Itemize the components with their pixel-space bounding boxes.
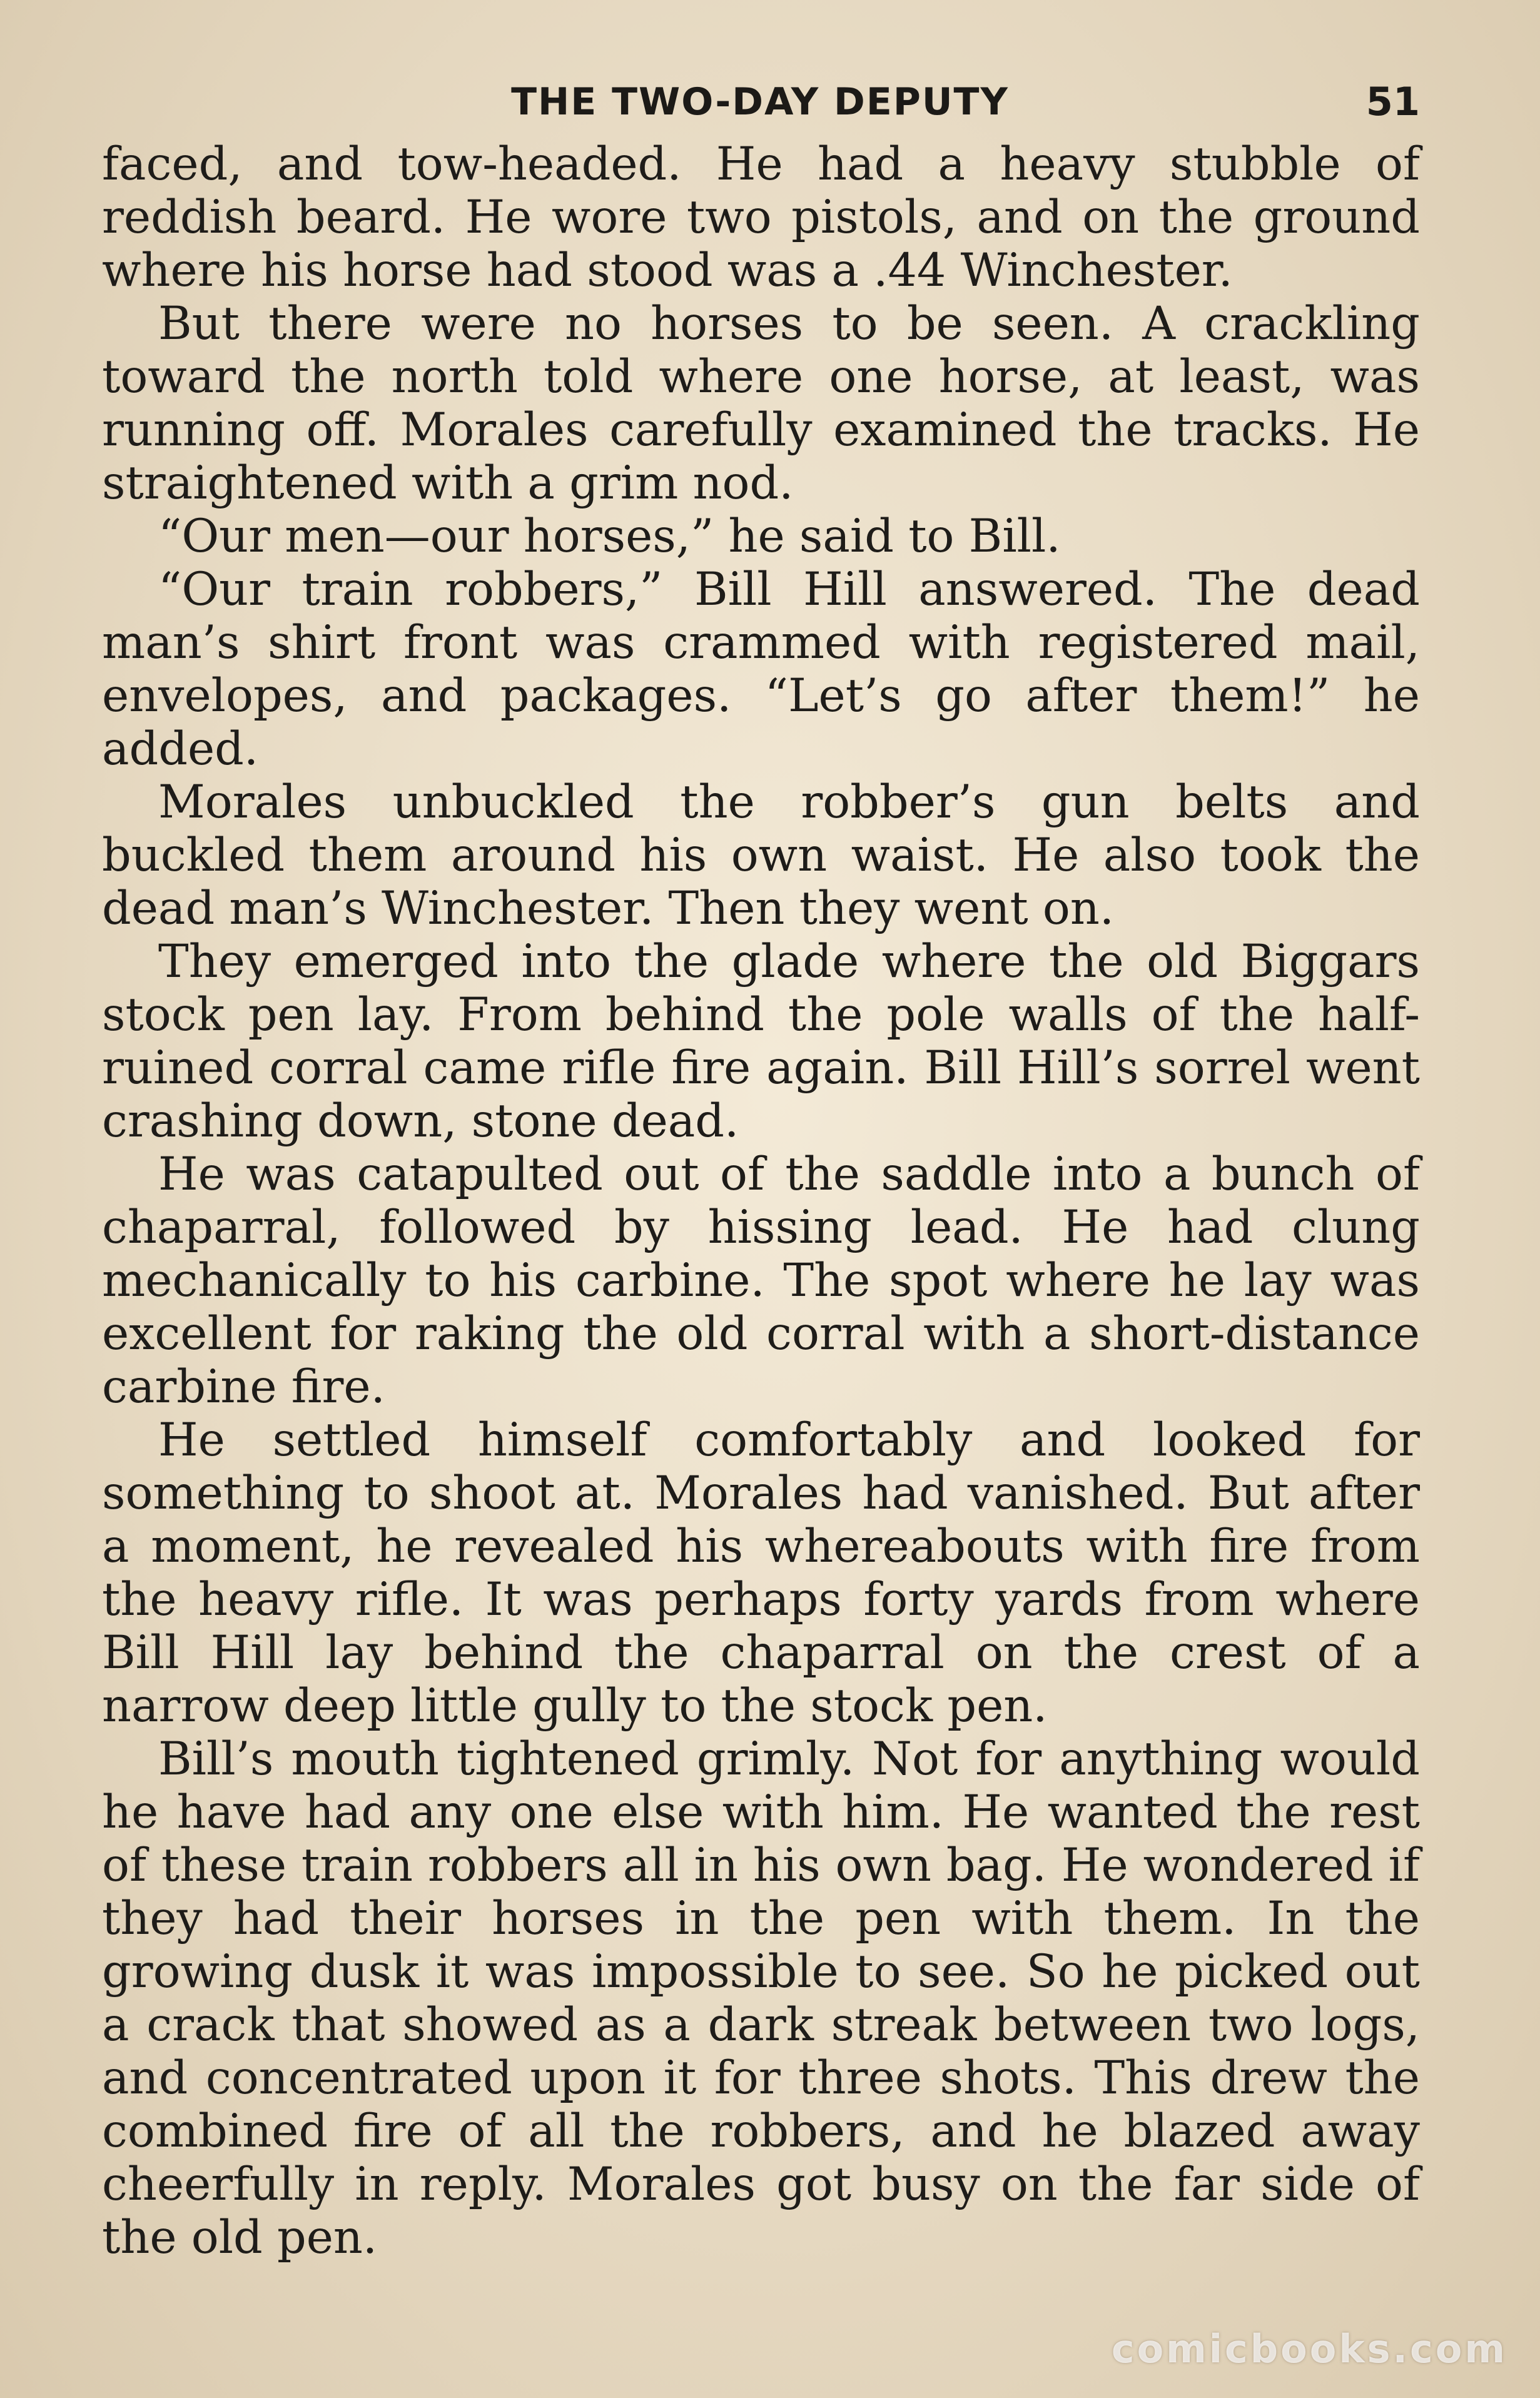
paragraph: He settled himself comfortably and looked for something to shoot at. Morales had vanished. But after a moment, he revealed his whereabouts with fire from the heavy rifle. It was perhaps forty yards from where Bill Hill lay behind the chaparral on the crest of a narrow deep little gully to the stock pen. bbox=[102, 1414, 1420, 1733]
paragraph: faced, and tow-headed. He had a heavy stubble of reddish beard. He wore two pistols, and on the ground where his horse had stood was a .44 Winchester. bbox=[102, 138, 1420, 297]
running-head bbox=[100, 74, 1420, 130]
paragraph: Morales unbuckled the robber’s gun belts and buckled them around his own waist. He also took the dead man’s Winchester. Then they went on. bbox=[102, 776, 1420, 935]
paragraph: He was catapulted out of the saddle into a bunch of chaparral, followed by hissing lead. He had clung mechanically to his carbine. The spot where he lay was excellent for raking the old corral with a short-distance carbine fire. bbox=[102, 1148, 1420, 1414]
running-title: THE TWO-DAY DEPUTY bbox=[511, 80, 1009, 124]
paragraph: But there were no horses to be seen. A crackling toward the north told where one horse, at least, was running off. Morales carefully examined the tracks. He straightened with a grim nod. bbox=[102, 297, 1420, 510]
watermark-logo: comicbooks.com bbox=[1111, 2326, 1507, 2372]
paragraph: Bill’s mouth tightened grimly. Not for anything would he have had any one else with him. He wanted the rest of these train robbers all in his own bag. He wondered if they had their horses in the pen with them. In the growing dusk it was impossible to see. So he picked out a crack that showed as a dark streak between two logs, and concentrated upon it for three shots. This drew the combined fire of all the robbers, and he blazed away cheerfully in reply. Morales got busy on the far side of the old pen. bbox=[102, 1733, 1420, 2264]
paragraph: They emerged into the glade where the old Biggars stock pen lay. From behind the pole walls of the half-ruined corral came rifle fire again. Bill Hill’s sorrel went crashing down, stone dead. bbox=[102, 935, 1420, 1148]
paragraph: “Our men—our horses,” he said to Bill. bbox=[158, 510, 1061, 563]
paragraph: “Our train robbers,” Bill Hill answered. The dead man’s shirt front was crammed with registered mail, envelopes, and packages. “Let’s go after them!” he added. bbox=[102, 563, 1420, 776]
body-text bbox=[102, 138, 1420, 2264]
page-number: 51 bbox=[1365, 79, 1420, 124]
